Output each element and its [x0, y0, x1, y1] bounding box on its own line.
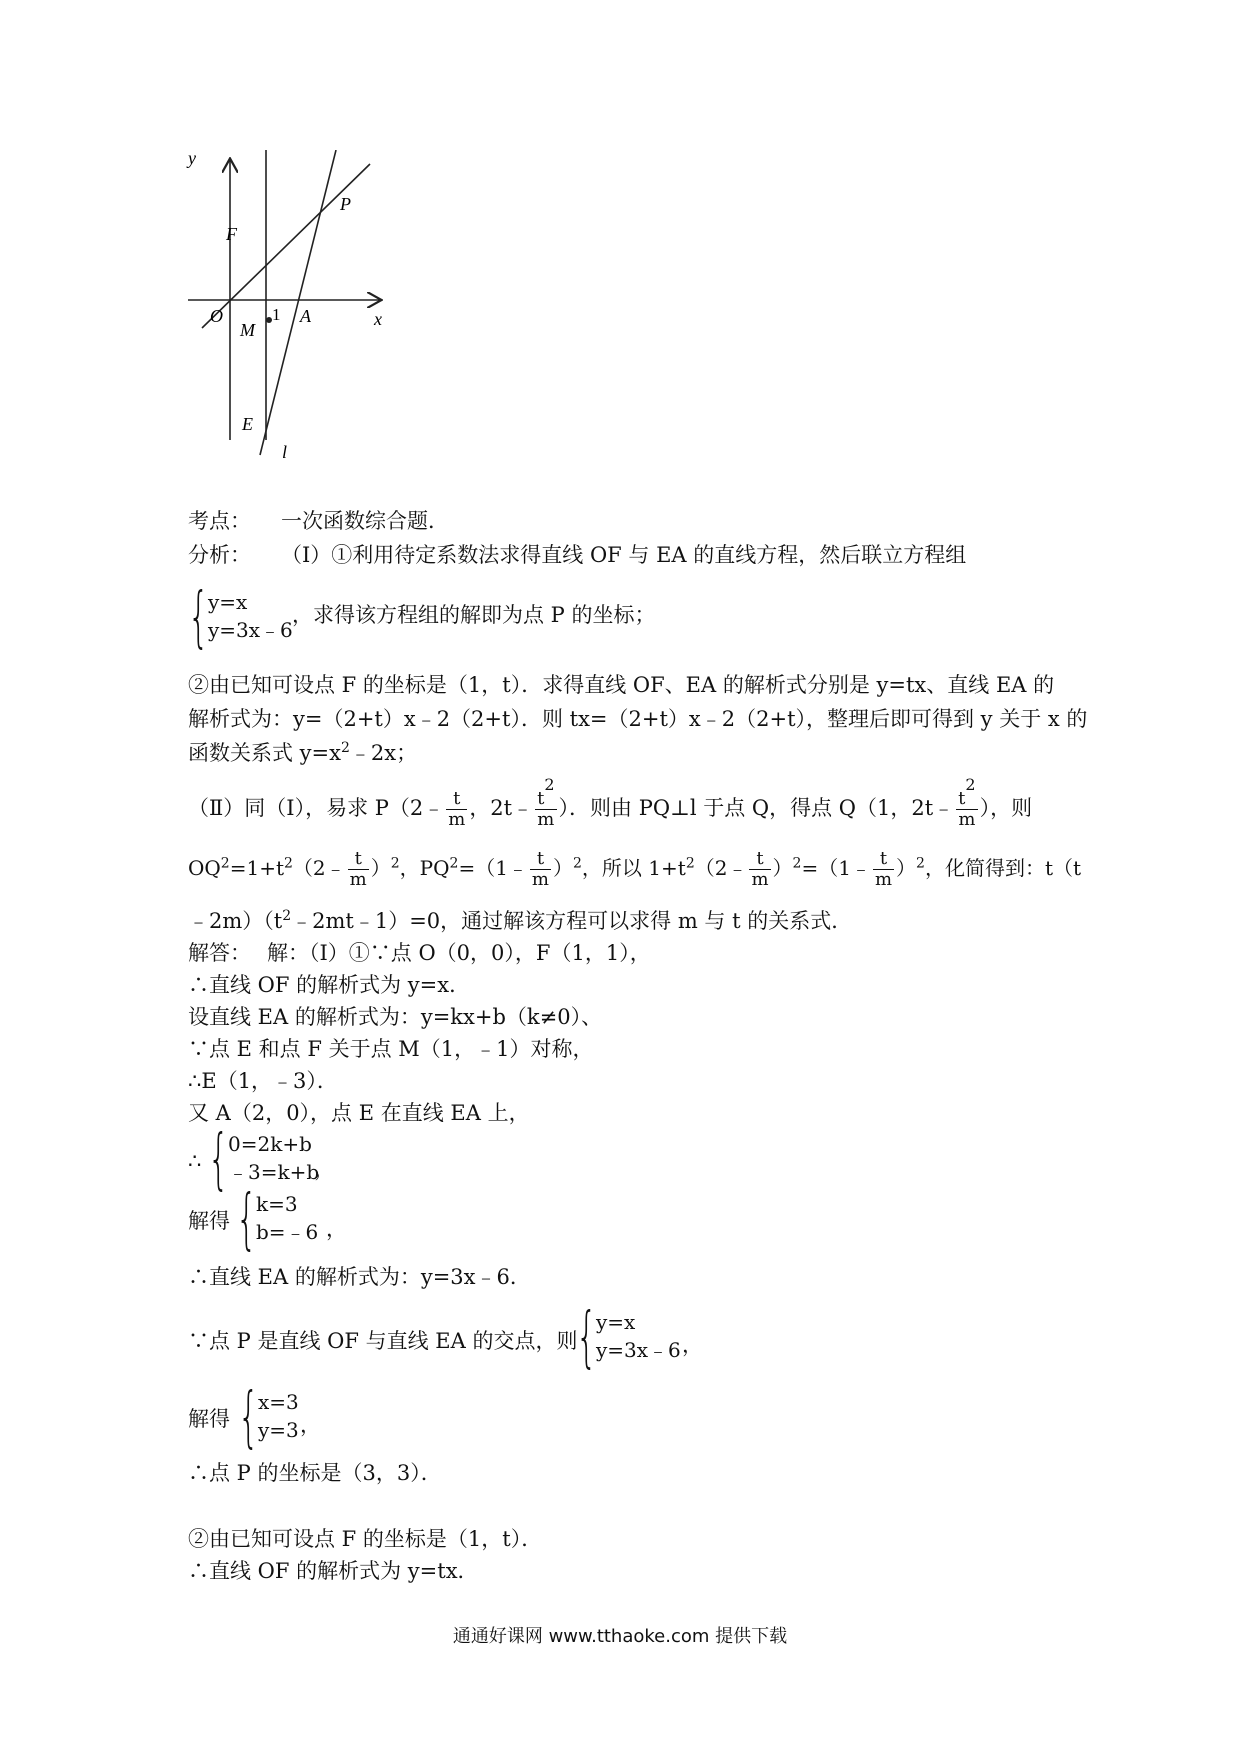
label-f: F — [226, 224, 237, 244]
fenxi-p2-line2: 解析式为：y=（2+t）x﹣2（2+t）．则 tx=（2+t）x﹣2（2+t），整理后即可得到 y 关于 x 的 — [188, 707, 1088, 731]
jieda-line-9: ∴点 P 的坐标是（3，3）． — [188, 1461, 442, 1485]
fraction: $\frac{t2}{m}$ — [958, 775, 976, 830]
label-a: A — [300, 306, 311, 326]
kaodian-label: 考点： — [188, 509, 251, 533]
fraction: $\frac{t}{m}$ — [531, 848, 549, 890]
document-page: y x O 1 F P A M E l 考点： 一次函数综合题． 分析： （Ⅰ）①利用待定系数法求得直线 OF 与 EA 的直线方程，然后联立方程组 { y=x y=3x﹣6 ，求得该方程组的解即为点 P 的坐标； ②由已知可设点 F 的坐标是（1，t）．求得直线 OF、EA 的解析式分别是 y=tx、直线 EA 的 解析式为：y=（2+t）x﹣2（2+t）．则 tx=（2+t）x﹣2（2+t），整理后即可得到 y 关于 x 的 函数关系式 $y=x^2﹣2x$； （Ⅱ）同（Ⅰ），易求 P（2﹣ $\frac{t}{m}$ ，2t﹣ $\frac{t2}{m}$ ）．则由 PQ⊥l 于点 Q，得点 Q（1，2t﹣ $\frac{t2}{m}$ ），则 $OQ^2=1+t^2(2﹣$ $\frac{t}{m}$ ）$^2$，$PQ^2=(1﹣$ $\frac{t}{m}$ ）$^2$，所以 $1+t^2(2﹣$ $\frac{t}{m}$ ）$^2$=（1﹣ $\frac{t}{m}$ ）$^2$，化简得到：t（t $﹣2m)(t^2﹣2mt﹣1)=0$，通过解该方程可以求得 m 与 t 的关系式． 解答： 解：（Ⅰ）①∵点 O（0，0），F（1，1）， ∴直线 OF 的解析式为 y=x． 设直线 EA 的解析式为：y=kx+b（k≠0）、 ∵点 E 和点 F 关于点 M（1，﹣1）对称， ∴E（1，﹣3）． 又 A（2，0），点 E 在直线 EA 上， ∴ { 0=2k+b ﹣3=k+b ， 解得 { k=3 b=﹣6 ， ∴直线 EA 的解析式为：y=3x﹣6． ∵点 P 是直线 OF 与直线 EA 的交点，则 { y=x y=3x﹣6 ， 解得 { x=3 y=3 ， ∴点 P 的坐标是（3，3）． ②由已知可设点 F 的坐标是（1，t）． ∴直线 OF 的解析式为 y=tx． 通通好课网 www.tthaoke.com 提供下载 — [0, 0, 1240, 1754]
fenxi-p2-line1: ②由已知可设点 F 的坐标是（1，t）．求得直线 OF、EA 的解析式分别是 y=tx、直线 EA 的 — [188, 673, 1055, 697]
footer-text: 通通好课网 www.tthaoke.com 提供下载 — [452, 1626, 788, 1647]
jieda-line-7: ∴直线 EA 的解析式为：y=3x﹣6． — [188, 1265, 531, 1289]
system3-prefix: 解得 — [188, 1209, 230, 1233]
jieda-line-1: 解答： 解：（Ⅰ）①∵点 O（0，0），F（1，1）， — [188, 941, 651, 965]
fenxi-line-1 — [188, 540, 966, 570]
fenxi-label: 分析： — [188, 543, 251, 567]
jieda-label: 解答： — [188, 941, 251, 965]
jieda-line-11: ∴直线 OF 的解析式为 y=tx． — [188, 1559, 479, 1583]
jieda-line-8: ∵点 P 是直线 OF 与直线 EA 的交点，则 — [188, 1329, 578, 1353]
fraction: $\frac{t}{m}$ — [751, 848, 769, 890]
label-o: O — [210, 306, 223, 326]
label-e: E — [242, 414, 253, 434]
fenxi-p4-line: $OQ^2=1+t^2(2﹣$ $\frac{t}{m}$ ）$^2$，$PQ^2=(1﹣$ $\frac{t}{m}$ ）$^2$，所以 $1+t^2(2﹣$ $\frac{t}{m}$ ）$^2$=（1﹣ $\frac{t}{m}$ ）$^2$，化简得到：t（t — [188, 848, 1082, 890]
system4-after: ， — [682, 1333, 703, 1357]
fenxi-p5-line: $﹣2m)(t^2﹣2mt﹣1)=0$，通过解该方程可以求得 m 与 t 的关系式． — [188, 908, 853, 933]
label-x: x — [374, 309, 382, 329]
system2-prefix: ∴ — [188, 1149, 202, 1173]
label-y: y — [188, 150, 196, 168]
label-p: P — [340, 194, 351, 214]
system1-eq1: y=x — [208, 590, 248, 614]
label-l: l — [282, 442, 288, 462]
fenxi-p3-line: （Ⅱ）同（Ⅰ），易求 P（2﹣ $\frac{t}{m}$ ，2t﹣ $\frac{t2}{m}$ ）．则由 PQ⊥l 于点 Q，得点 Q（1，2t﹣ $\frac{t2}{m}$ ），则 — [188, 775, 1033, 830]
fraction: $\frac{t2}{m}$ — [537, 775, 555, 830]
jieda-line-3: 设直线 EA 的解析式为：y=kx+b（k≠0）、 — [188, 1005, 603, 1029]
jieda-line-4: ∵点 E 和点 F 关于点 M（1，﹣1）对称， — [188, 1037, 594, 1061]
line-l — [260, 150, 336, 455]
line-of — [202, 164, 370, 328]
system5-after: ， — [300, 1413, 321, 1437]
fenxi-p2-line3: 函数关系式 $y=x^2﹣2x$； — [188, 740, 418, 765]
jieda-line-6: 又 A（2，0），点 E 在直线 EA 上， — [188, 1101, 530, 1125]
system5-prefix: 解得 — [188, 1407, 230, 1431]
system1-eq2: y=3x﹣6 — [208, 618, 293, 642]
kaodian-line — [188, 506, 449, 536]
fraction: $\frac{t}{m}$ — [448, 788, 466, 830]
system3-after: ， — [326, 1217, 347, 1241]
jieda-line-10: ②由已知可设点 F 的坐标是（1，t）． — [188, 1527, 543, 1551]
fenxi-text-1: （Ⅰ）①利用待定系数法求得直线 OF 与 EA 的直线方程，然后联立方程组 — [281, 543, 967, 567]
jieda-line-2: ∴直线 OF 的解析式为 y=x． — [188, 973, 471, 997]
label-m: M — [240, 320, 255, 340]
label-tick-1: 1 — [272, 305, 281, 324]
kaodian-text: 一次函数综合题． — [281, 509, 449, 533]
fraction: $\frac{t}{m}$ — [349, 848, 367, 890]
coordinate-figure — [180, 150, 400, 480]
system2-after: ， — [314, 1157, 335, 1181]
jieda-line-5: ∴E（1，﹣3）． — [188, 1069, 338, 1093]
system1-after: ，求得该方程组的解即为点 P 的坐标； — [292, 603, 656, 627]
fraction: $\frac{t}{m}$ — [874, 848, 893, 890]
